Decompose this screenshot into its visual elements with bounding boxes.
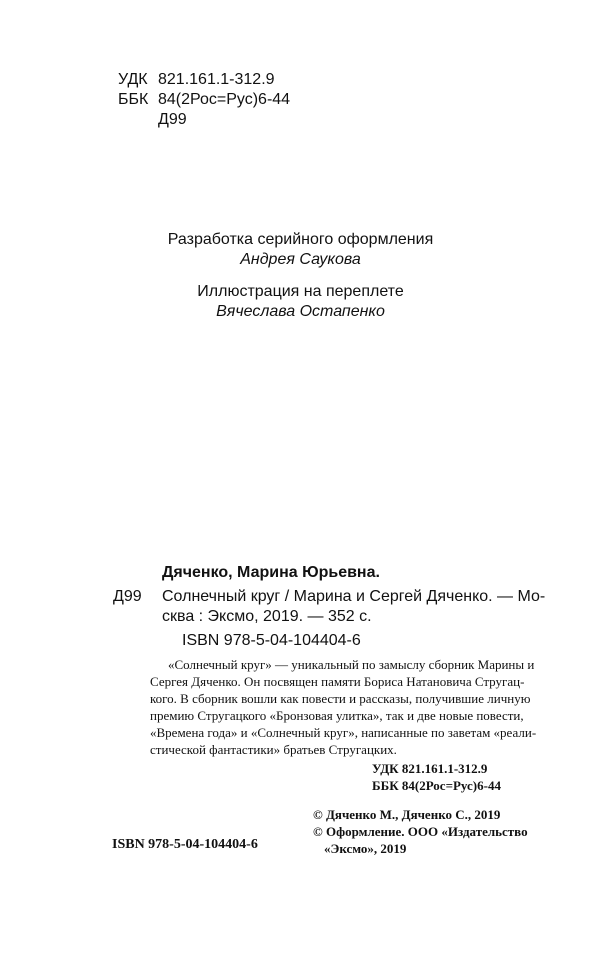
illustrator: Вячеслава Остапенко [216,303,385,320]
cover-illustration-label: Иллюстрация на переплете [197,283,404,300]
udk-label: УДК [118,71,148,88]
copyright-publisher: «Эксмо», 2019 [324,841,407,856]
catalog-bbk: ББК 84(2Рос=Рус)6-44 [372,778,501,793]
annotation-line: кого. В сборник вошли как повести и рассказы, получившие личную [150,691,531,706]
series-designer: Андрея Саукова [240,251,361,268]
annotation-line: премию Стругацкого «Бронзовая улитка», так и две новые повести, [150,708,524,723]
bbk-line [118,90,290,110]
bbk-value: 84(2Рос=Рус)6-44 [158,91,291,108]
series-design-label: Разработка серийного оформления [167,231,434,248]
catalog-title-line2: сква : Эксмо, 2019. — 352 с. [162,608,372,625]
annotation-line: стической фантастики» братьев Стругацких. [150,742,397,757]
footer-isbn: ISBN 978-5-04-104404-6 [112,837,258,852]
catalog-author: Дяченко, Марина Юрьевна. [162,564,380,581]
annotation-line: «Времена года» и «Солнечный круг», написанные по заветам «реали- [150,725,537,740]
copyright-design: © Оформление. ООО «Издательство [313,824,528,839]
udk-value: 821.161.1-312.9 [158,71,275,88]
annotation-line: «Солнечный круг» — уникальный по замыслу сборник Марины и [168,657,535,672]
catalog-code: Д99 [113,588,142,605]
catalog-isbn: ISBN 978-5-04-104404-6 [182,632,361,649]
catalog-title-line1: Солнечный круг / Марина и Сергей Дяченко. — Мо- [162,588,546,605]
bbk-label: ББК [118,91,149,108]
author-code: Д99 [158,111,187,128]
udk-line [118,70,275,90]
catalog-udk: УДК 821.161.1-312.9 [372,761,488,776]
annotation-line: Сергея Дяченко. Он посвящен памяти Бориса Натановича Стругац- [150,674,525,689]
copyright-authors: © Дяченко М., Дяченко С., 2019 [313,807,501,822]
